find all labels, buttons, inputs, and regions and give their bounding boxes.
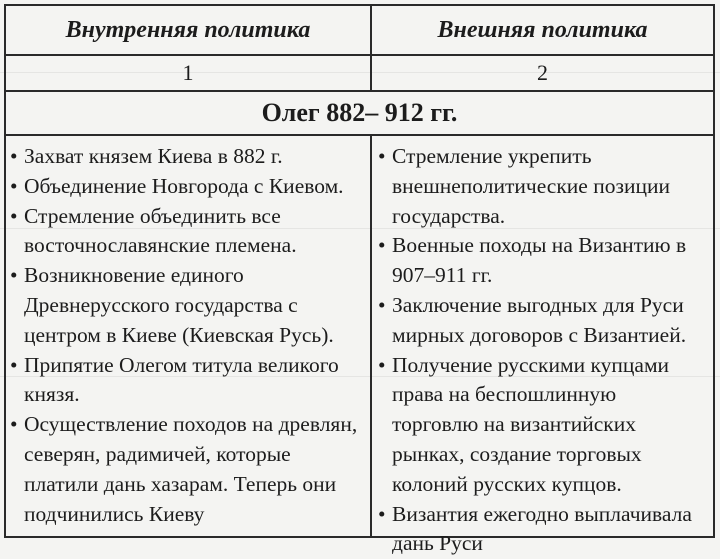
domestic-list xyxy=(6,136,370,529)
header-row xyxy=(6,6,713,56)
list-item: • Военные походы на Византию в 907–911 гг. xyxy=(378,231,707,291)
list-item: • Византия ежегодно выплачивала дань Руси xyxy=(378,500,707,559)
column-number-1: 1 xyxy=(182,60,194,85)
list-item: • Получение русскими купцами права на беспошлинную торговлю на византийских рынках, создание торговых колоний русских купцов. xyxy=(378,351,707,500)
header-cell-domestic xyxy=(6,6,372,54)
list-item: • Объединение Новгорода с Киевом. xyxy=(10,172,364,202)
header-domestic: Внутренняя политика xyxy=(65,17,311,43)
column-number-cell-1 xyxy=(6,56,372,90)
header-cell-foreign xyxy=(372,6,713,54)
foreign-cell xyxy=(372,136,713,556)
column-number-row xyxy=(6,56,713,92)
list-item: • Припятие Олегом титула великого князя. xyxy=(10,351,364,411)
list-item: • Захват князем Киева в 882 г. xyxy=(10,142,364,172)
foreign-list xyxy=(372,136,713,559)
column-number-2: 2 xyxy=(537,60,548,85)
list-item: • Осуществление походов на древлян, северян, радимичей, которые платили дань хазарам. Теперь они подчинились Киеву xyxy=(10,410,364,529)
list-item: • Стремление укрепить внешнеполитические позиции государства. xyxy=(378,142,707,231)
domestic-cell xyxy=(6,136,372,536)
list-item: • Возникновение единого Древнерусского государства с центром в Киеве (Киевская Русь). xyxy=(10,261,364,350)
list-item: • Заключение выгодных для Руси мирных договоров с Византией. xyxy=(378,291,707,351)
policy-table xyxy=(4,4,715,556)
era-row xyxy=(6,92,713,136)
column-number-cell-2 xyxy=(372,56,713,90)
content-row xyxy=(6,136,713,556)
era-title: Олег 882– 912 гг. xyxy=(261,98,458,127)
list-item: • Стремление объединить все восточнославянские племена. xyxy=(10,202,364,262)
header-foreign: Внешняя политика xyxy=(437,17,648,43)
